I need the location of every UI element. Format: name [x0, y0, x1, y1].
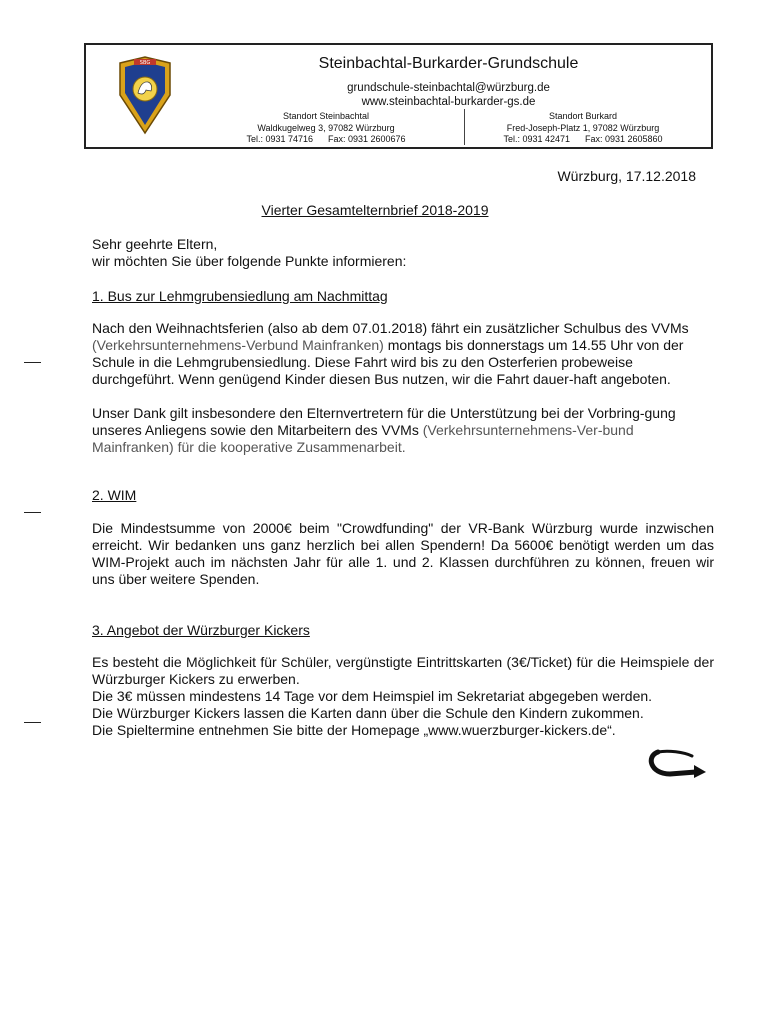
svg-text:SBG: SBG — [139, 60, 151, 66]
section-1-vvm-expansion: (Verkehrsunternehmens-Verbund Mainfranken) — [92, 337, 384, 353]
location-address: Fred-Joseph-Platz 1, 97082 Würzburg — [506, 122, 660, 133]
section-3-heading: 3. Angebot der Würzburger Kickers — [92, 622, 310, 638]
section-3-line-4: Die Spieltermine entnehmen Sie bitte der Homepage „www.wuerzburger-kickers.de“. — [92, 722, 616, 738]
fold-mark — [24, 362, 41, 363]
turn-page-arrow-icon — [648, 748, 708, 778]
section-3-paragraph: Es besteht die Möglichkeit für Schüler, vergünstigte Eintrittskarten (3€/Ticket) für die Heimspiele der Würzburger Kickers zu erwerben. — [92, 654, 714, 687]
section-3-line-3: Die Würzburger Kickers lassen die Karten dann über die Schule den Kindern zukommen. — [92, 705, 644, 721]
school-website: www.steinbachtal-burkarder-gs.de — [361, 96, 536, 108]
letter-date: Würzburg, 17.12.2018 — [557, 168, 696, 184]
section-1-thanks: Unser Dank gilt insbesondere den Elternvertretern für die Unterstützung bei der Vorbring-gung unseres Anliegens sowie den Mitarbeitern des VVMs — [92, 405, 676, 438]
location-title: Standort Burkard — [548, 111, 618, 121]
section-1-thanks-cont: (Verkehrsunternehmens-Ver-bund Mainfranken) für die kooperative Zusammenarbeit. — [92, 422, 634, 455]
letterhead — [84, 43, 713, 149]
section-2-paragraph: Die Mindestsumme von 2000€ beim "Crowdfunding" der VR-Bank Würzburg wurde inzwischen erreicht. Wir bedanken uns ganz herzlich bei allen Spendern! Da 5600€ benötigt werden um das WIM-Projekt auch im nächsten Jahr für alle 1. und 2. Klassen durchführen zu können, freuen wir uns über weitere Spenden. — [92, 520, 714, 587]
intro: wir möchten Sie über folgende Punkte informieren: — [92, 253, 407, 269]
letter-title: Vierter Gesamtelternbrief 2018-2019 — [261, 202, 489, 218]
location-steinbachtal — [231, 111, 421, 146]
section-1-text-cont: montags bis donnerstags um 14.55 Uhr von der Schule in die Lehmgrubensiedlung. Diese Fahrt wird bis zu den Osterferien probeweise durchgeführt. Wenn genügend Kinder diesen Bus nutzen, wir die Fahrt dauer-haft angeboten. — [92, 337, 684, 387]
section-1-paragraph-2 — [92, 405, 714, 456]
location-divider — [464, 109, 465, 145]
location-phone: Tel.: 0931 42471 Fax: 0931 2605860 — [503, 134, 663, 144]
fold-mark — [24, 512, 41, 513]
section-1-text: Nach den Weihnachtsferien (also ab dem 07.01.2018) fährt ein zusätzlicher Schulbus des VVMs — [92, 320, 689, 336]
section-3-line-2: Die 3€ müssen mindestens 14 Tage vor dem Heimspiel im Sekretariat abgegeben werden. — [92, 688, 653, 704]
salutation: Sehr geehrte Eltern, — [92, 236, 218, 252]
section-2-heading: 2. WIM — [92, 487, 137, 503]
location-title: Standort Steinbachtal — [282, 111, 370, 121]
school-name: Steinbachtal-Burkarder-Grundschule — [318, 55, 579, 72]
section-1-heading: 1. Bus zur Lehmgrubensiedlung am Nachmittag — [92, 288, 388, 304]
section-1-paragraph-1 — [92, 320, 714, 388]
school-email: grundschule-steinbachtal@würzburg.de — [347, 82, 550, 94]
fold-mark — [24, 722, 41, 723]
location-address: Waldkugelweg 3, 97082 Würzburg — [257, 122, 395, 133]
location-burkard — [478, 111, 688, 146]
location-phone: Tel.: 0931 74716 Fax: 0931 2600676 — [246, 134, 406, 144]
